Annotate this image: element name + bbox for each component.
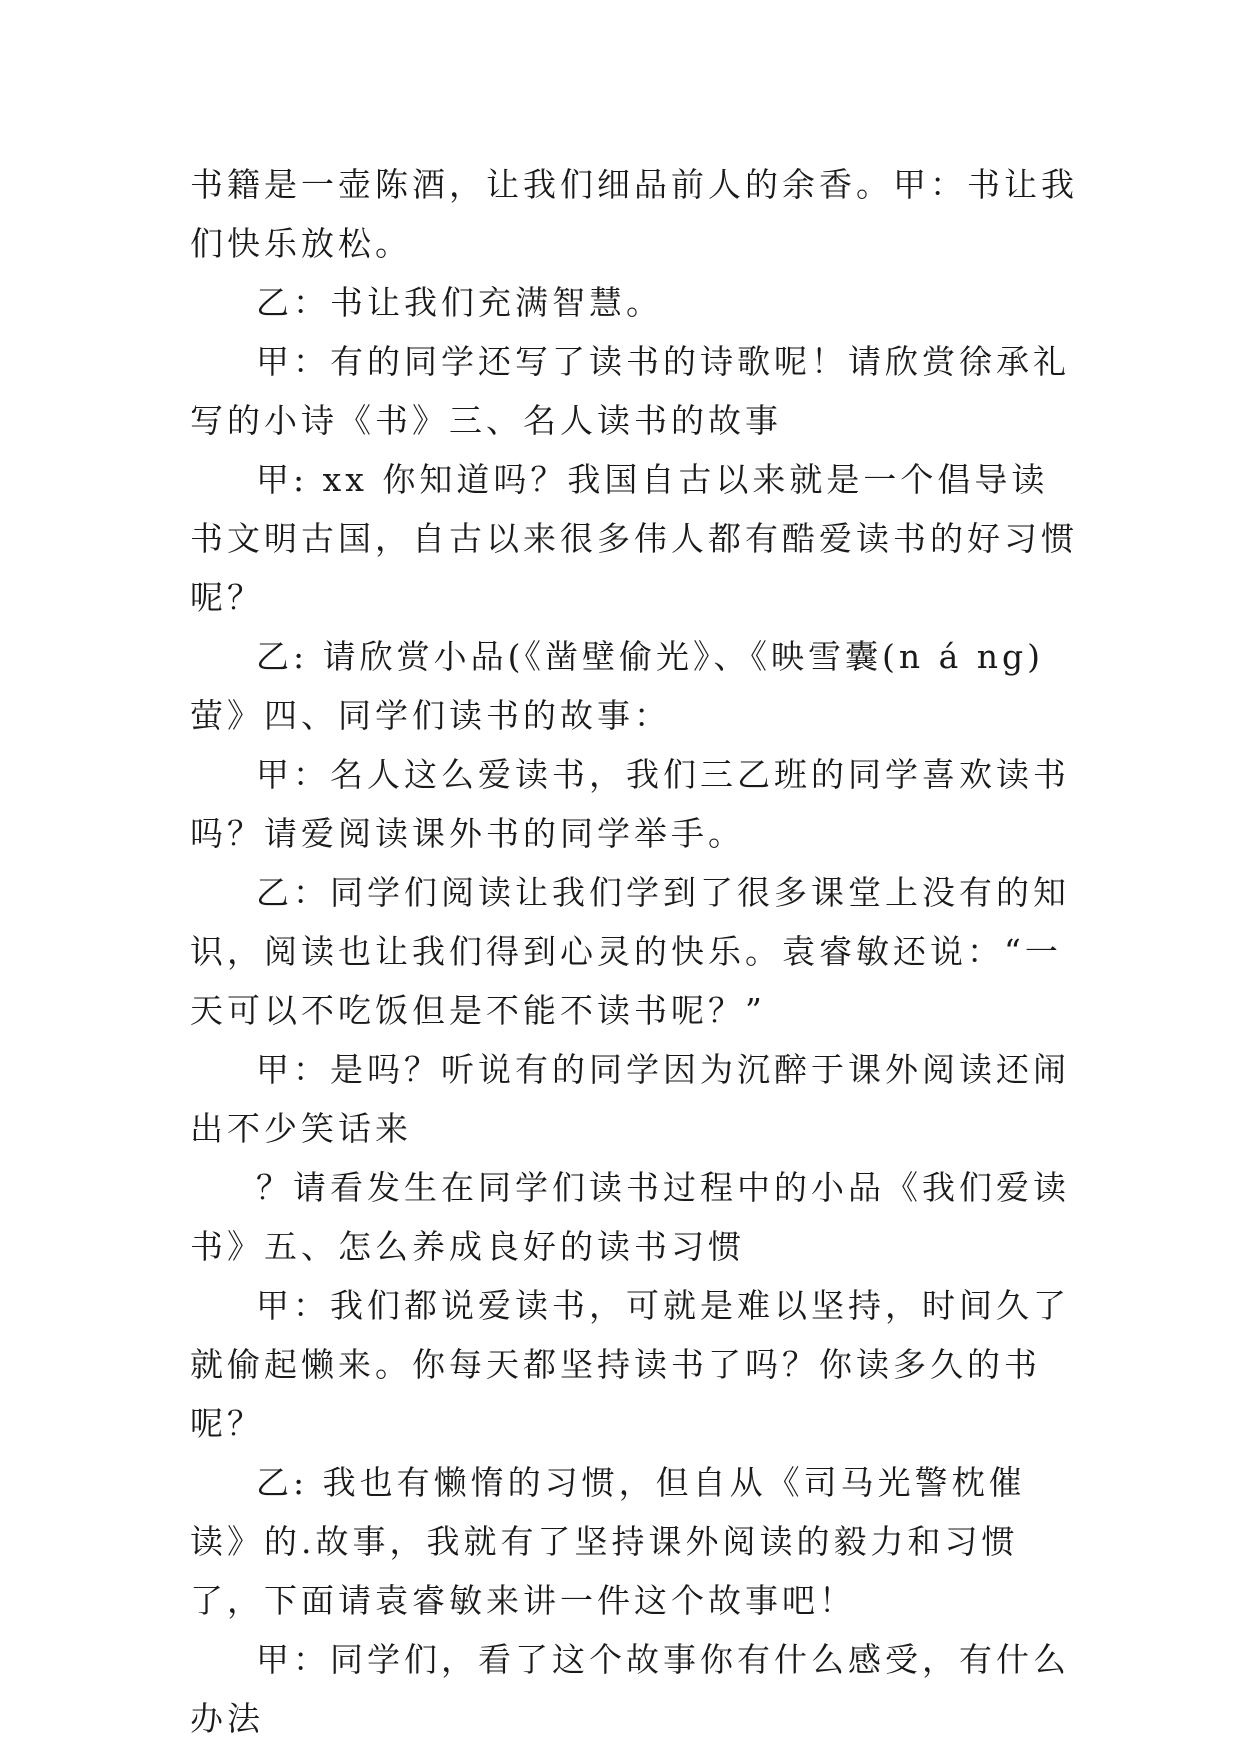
paragraph: 甲：我们都说爱读书，可就是难以坚持，时间久了就偷起懒来。你每天都坚持读书了吗？你读多久的书呢？ — [190, 1286, 1070, 1443]
paragraph: 乙：书让我们充满智慧。 — [256, 283, 663, 322]
paragraph: 甲: xx 你知道吗？我国自古以来就是一个倡导读书文明古国，自古以来很多伟人都有酷爱读书的好习惯呢？ — [190, 460, 1078, 617]
paragraph: 乙: 请欣赏小品(《凿壁偷光》、《映雪囊(n á ng)萤》四、同学们读书的故事： — [190, 637, 1045, 735]
paragraph: 乙: 我也有懒惰的习惯，但自从《司马光警枕催读》的.故事，我就有了坚持课外阅读的毅力和习惯了，下面请袁睿敏来讲一件这个故事吧！ — [190, 1463, 1026, 1620]
document-body — [190, 155, 1080, 1748]
paragraph: 甲：是吗？听说有的同学因为沉醉于课外阅读还闹出不少笑话来 — [190, 1050, 1070, 1148]
paragraph: 乙：同学们阅读让我们学到了很多课堂上没有的知识，阅读也让我们得到心灵的快乐。袁睿敏还说：“一天可以不吃饭但是不能不读书呢？” — [190, 873, 1070, 1030]
paragraph: 书籍是一壶陈酒，让我们细品前人的余香。甲：书让我们快乐放松。 — [190, 165, 1078, 263]
paragraph: 甲：有的同学还写了读书的诗歌呢！请欣赏徐承礼写的小诗《书》三、名人读书的故事 — [190, 342, 1070, 440]
paragraph: ？请看发生在同学们读书过程中的小品《我们爱读书》五、怎么养成良好的读书习惯 — [190, 1168, 1070, 1266]
paragraph: 甲：同学们，看了这个故事你有什么感受，有什么办法 — [190, 1640, 1070, 1738]
paragraph: 甲：名人这么爱读书，我们三乙班的同学喜欢读书吗？请爱阅读课外书的同学举手。 — [190, 755, 1070, 853]
